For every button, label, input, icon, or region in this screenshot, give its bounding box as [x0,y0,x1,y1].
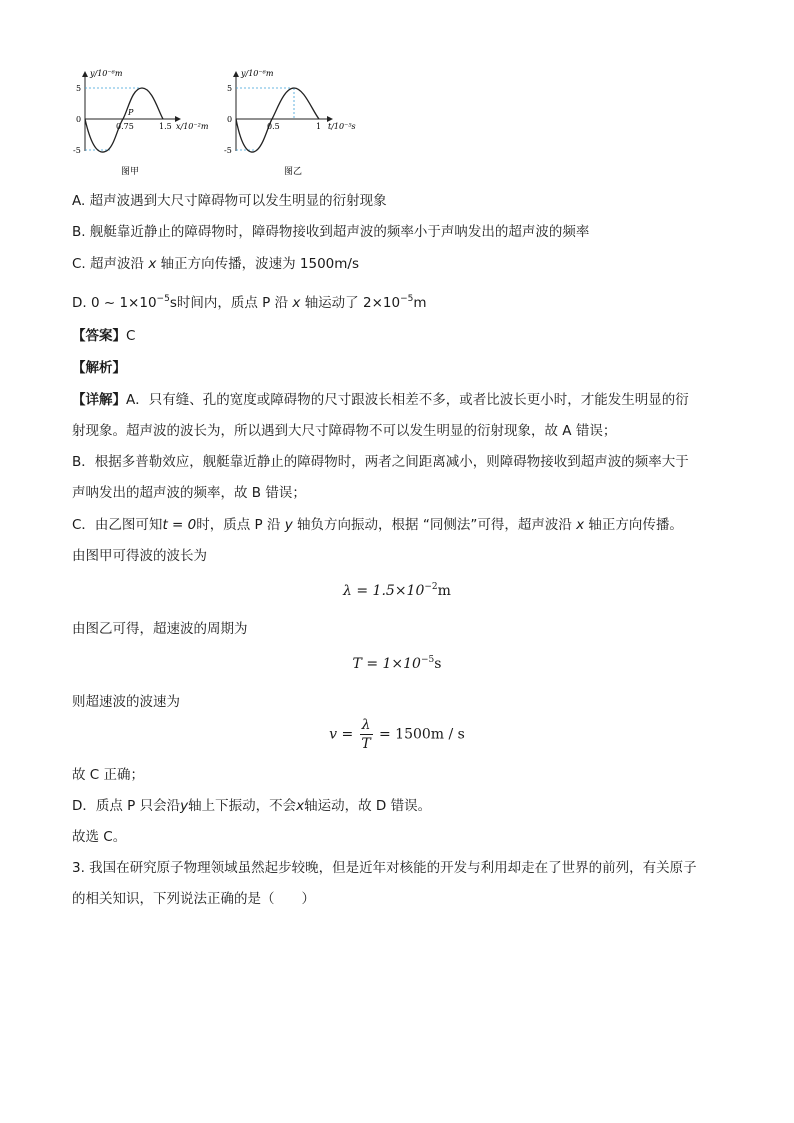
equation-lambda: $\lambda = 1.5\times 10^{-2}m$ [343,582,451,599]
figure-yi-vibration-graph [224,66,374,178]
explanation-b-line2: 声呐发出的超声波的频率，故 B 错误； [72,485,306,501]
wave-curve [85,88,163,152]
explanation-d-line: D．质点 P 只会沿y轴上下振动，不会x轴运动，故 D 错误。 [72,798,432,814]
option-a: A. 超声波遇到大尺寸障碍物可以发生明显的衍射现象 [72,193,387,209]
option-d-mid: s时间内，质点 P 沿 [169,295,289,311]
x-label: t/10⁻⁵s [328,122,356,131]
answer-line [72,326,135,346]
detail-label: 【详解】 [72,392,126,408]
equation-period: $T = 1\times 10^{-5}s$ [352,655,442,672]
explanation-c-line4: 则超速波的波速为 [72,694,180,710]
answer-label: 【答案】 [72,328,126,344]
option-d-mid2: 轴运动了 2×10 [304,295,401,311]
option-c [72,254,359,274]
explanation-c-line3: 由图乙可得，超速波的周期为 [72,621,248,637]
question3-line2: 的相关知识，下列说法正确的是（ ） [72,891,315,907]
option-d-pre: D. 0 ~ 1×10 [72,295,157,311]
tick-y-bottom: -5 [73,146,81,155]
explanation-a-line1: 【详解】A．只有缝、孔的宽度或障碍物的尺寸跟波长相差不多，或者比波长更小时，才能发生明显的衍 [72,392,689,408]
equation-t0: t = 0 [162,517,197,533]
tick-y-bottom: -5 [224,146,232,155]
tick-y-zero: 0 [227,115,233,124]
explanation-a-line2: 射现象。超声波的波长为，所以遇到大尺寸障碍物不可以发生明显的衍射现象，故 A 错误； [72,423,617,439]
option-d [72,289,427,313]
tick-x-end: 1.5 [159,122,172,131]
option-d-exp2: −5 [400,294,414,304]
analysis-label: 【解析】 [72,360,126,376]
explanation-c-line5: 故 C 正确； [72,767,145,783]
tick-x-mid: 0.5 [267,122,280,131]
tick-y-zero: 0 [76,115,82,124]
x-label: x/10⁻²m [176,122,209,131]
option-c-post: 轴正方向传播，波速为 1500m/s [160,256,359,272]
y-label: y/10⁻⁶m [90,69,123,78]
tick-y-top: 5 [76,84,82,93]
answer-value: C [126,328,136,344]
tick-y-top: 5 [227,84,233,93]
figure-caption: 图甲 [121,167,140,177]
tick-x-mid: 0.75 [116,122,134,131]
y-label: y/10⁻⁶m [241,69,274,78]
option-c-var: x [148,256,157,272]
option-d-var: x [292,295,301,311]
explanation-b-line1: B．根据多普勒效应，舰艇靠近静止的障碍物时，两者之间距离减小，则障碍物接收到超声波的频率大于 [72,454,689,470]
option-d-post: m [413,295,427,311]
option-b: B. 舰艇靠近静止的障碍物时，障碍物接收到超声波的频率小于声呐发出的超声波的频率 [72,224,590,240]
option-c-pre: C. 超声波沿 [72,256,145,272]
explanation-c-line2: 由图甲可得波的波长为 [72,548,207,564]
equation-velocity: v = $\frac{\lambda}{T}$ = 1500m / s [329,717,465,752]
explanation-c-line1: C．由乙图可知t = 0时，质点 P 沿 y 轴负方向振动，根据 “同侧法”可得，超声波沿 x 轴正方向传播。 [72,517,683,533]
fraction-lambda-over-t: $\frac{\lambda}{T}$ [361,717,371,752]
figure-caption: 图乙 [284,167,303,177]
figure-jia-wave-graph [70,66,220,178]
point-p-label: P [128,108,134,117]
vibration-curve [236,88,322,152]
explanation-conclusion: 故选 C。 [72,829,127,845]
option-d-exp: −5 [156,294,170,304]
tick-x-end: 1 [316,122,322,131]
question3-line1: 3. 我国在研究原子物理领域虽然起步较晚，但是近年对核能的开发与利用却走在了世界的前列，有关原子 [72,860,697,876]
